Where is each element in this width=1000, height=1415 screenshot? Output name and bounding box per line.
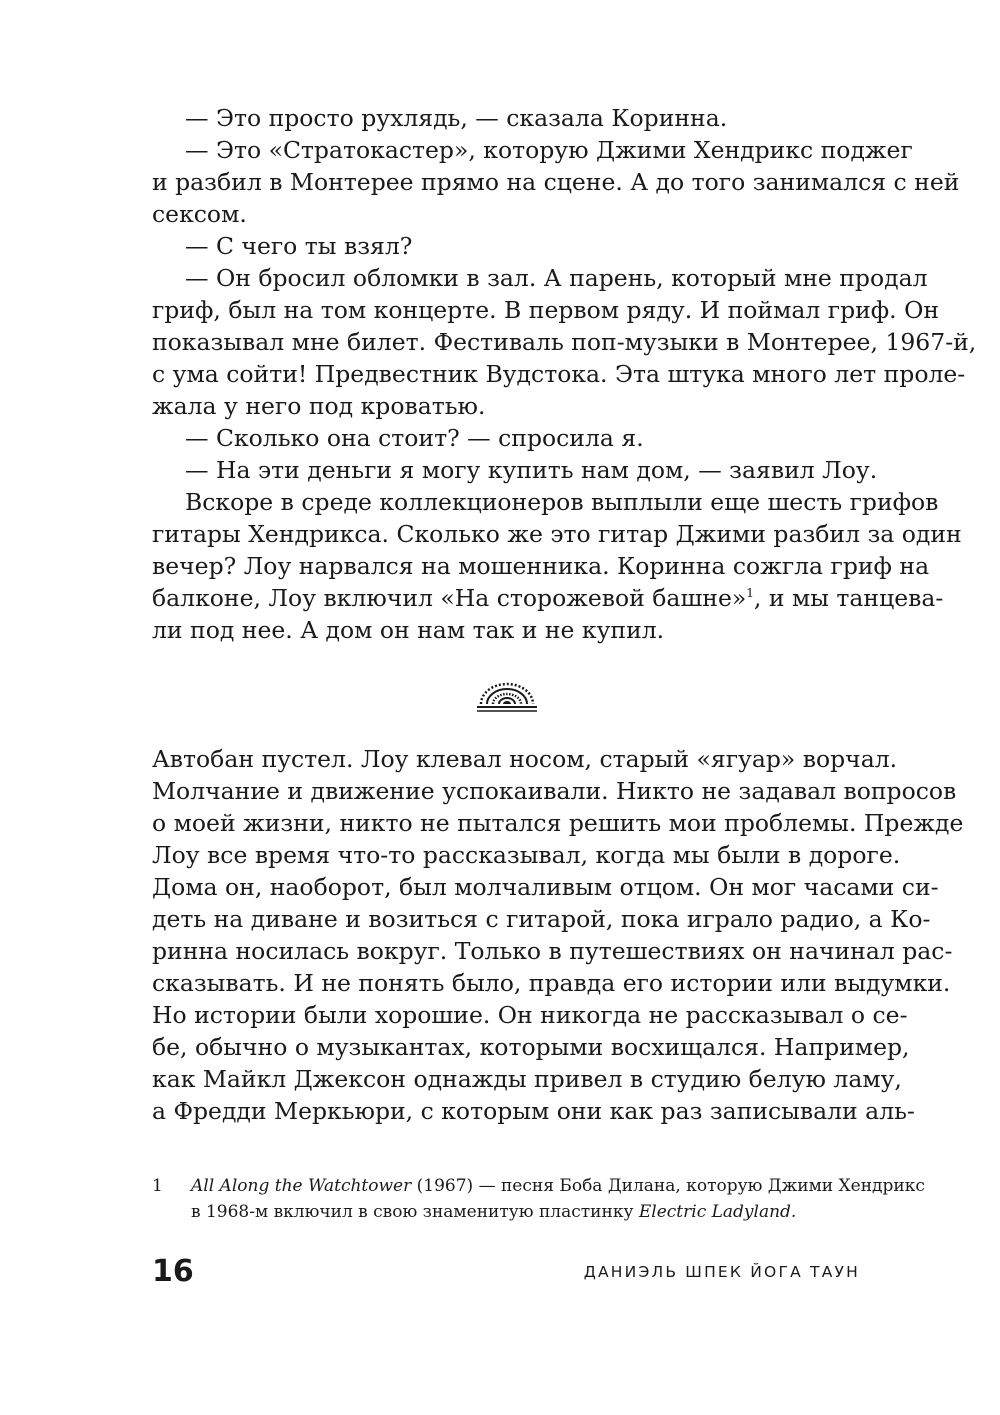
- footnote-line: [191, 1199, 796, 1225]
- text-line: как Майкл Джексон однажды привел в студию белую ламу,: [152, 1065, 902, 1093]
- text-line: — С чего ты взял?: [185, 232, 413, 260]
- text-line: — Это «Стратокастер», которую Джими Хендрикс поджег: [185, 136, 913, 164]
- text-line: гриф, был на том концерте. В первом ряду. И поймал гриф. Он: [152, 296, 940, 324]
- song-title: All Along the Watchtower: [191, 1176, 412, 1196]
- footnote-reference[interactable]: 1: [746, 586, 754, 601]
- text-line: о моей жизни, никто не пытался решить мои проблемы. Прежде: [152, 809, 964, 837]
- text-line: Лоу все время что-то рассказывал, когда мы были в дороге.: [152, 841, 901, 869]
- text-line: — Он бросил обломки в зал. А парень, который мне продал: [185, 264, 928, 292]
- footnote-number: 1: [152, 1176, 163, 1196]
- text-line: а Фредди Меркьюри, с которым они как раз записывали аль-: [152, 1097, 915, 1125]
- text-line: деть на диване и возиться с гитарой, пока играло радио, а Ко-: [152, 905, 931, 933]
- section-divider-ornament-icon: [475, 680, 539, 716]
- text-line: ли под нее. А дом он нам так и не купил.: [152, 616, 665, 644]
- text-fragment: , и мы танцева-: [753, 584, 944, 612]
- text-line: с ума сойти! Предвестник Вудстока. Эта штука много лет проле-: [152, 360, 966, 388]
- text-line: жала у него под кроватью.: [152, 392, 486, 420]
- text-line: и разбил в Монтерее прямо на сцене. А до того занимался с ней: [152, 168, 960, 196]
- page-number: 16: [152, 1254, 194, 1289]
- album-title: Electric Ladyland.: [638, 1202, 797, 1222]
- footnote-text: (1967) — песня Боба Дилана, которую Джими Хендрикс: [411, 1176, 925, 1196]
- text-line: сексом.: [152, 200, 247, 228]
- text-line: вечер? Лоу нарвался на мошенника. Коринна сожгла гриф на: [152, 552, 930, 580]
- text-line: ринна носилась вокруг. Только в путешествиях он начинал рас-: [152, 937, 953, 965]
- text-line: гитары Хендрикса. Сколько же это гитар Джими разбил за один: [152, 520, 962, 548]
- running-head: ДАНИЭЛЬ ШПЕК ЙОГА ТАУН: [583, 1263, 860, 1281]
- text-line: — На эти деньги я могу купить нам дом, — заявил Лоу.: [185, 456, 878, 484]
- text-fragment: балконе, Лоу включил «На сторожевой башне»: [152, 584, 747, 612]
- text-line: — Это просто рухлядь, — сказала Коринна.: [185, 104, 728, 132]
- text-line: Вскоре в среде коллекционеров выплыли еще шесть грифов: [185, 488, 939, 516]
- text-line: Молчание и движение успокаивали. Никто не задавал вопросов: [152, 777, 957, 805]
- text-line: [152, 580, 944, 616]
- text-line: показывал мне билет. Фестиваль поп-музыки в Монтерее, 1967-й,: [152, 328, 977, 356]
- text-line: — Сколько она стоит? — спросила я.: [185, 424, 644, 452]
- text-line: бе, обычно о музыкантах, которыми восхищался. Например,: [152, 1033, 910, 1061]
- footnote-line: [191, 1173, 925, 1199]
- text-line: Дома он, наоборот, был молчаливым отцом. Он мог часами си-: [152, 873, 939, 901]
- text-line: Автобан пустел. Лоу клевал носом, старый «ягуар» ворчал.: [152, 745, 898, 773]
- text-line: Но истории были хорошие. Он никогда не рассказывал о се-: [152, 1001, 908, 1029]
- footnote-text: в 1968-м включил в свою знаменитую пластинку: [191, 1202, 639, 1222]
- text-line: сказывать. И не понять было, правда его истории или выдумки.: [152, 969, 951, 997]
